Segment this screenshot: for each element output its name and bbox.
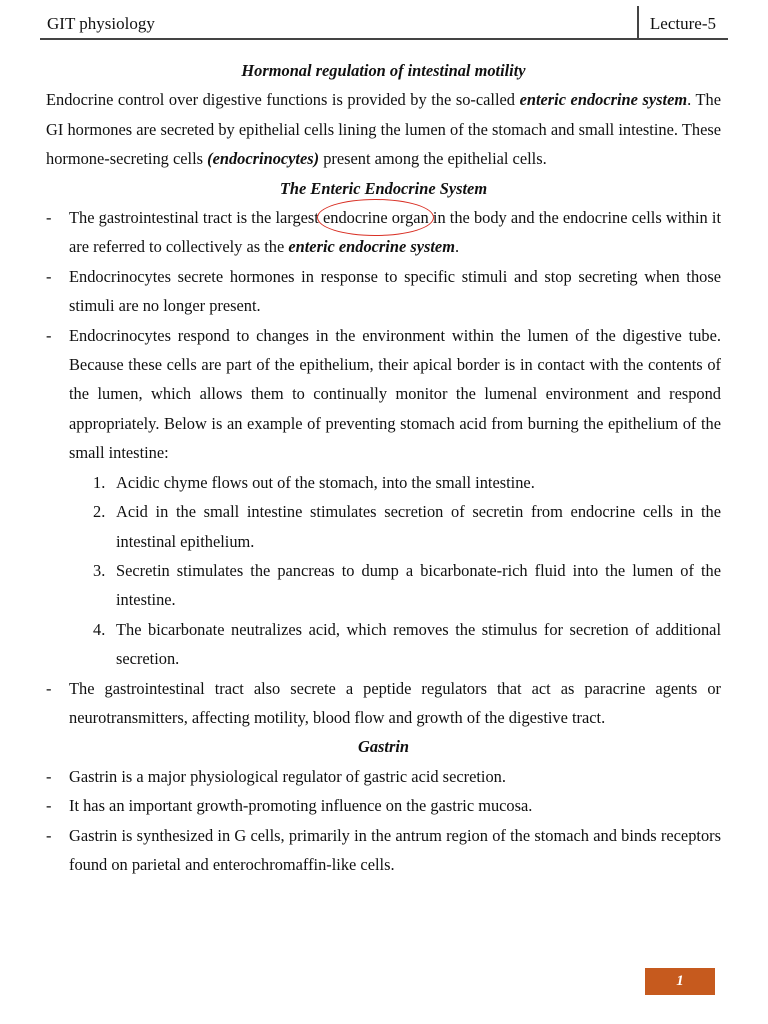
bullet-item: [46, 821, 721, 880]
bullet-dash: -: [46, 796, 52, 816]
bullet-text: Endocrinocytes secrete hormones in response to specific stimuli and stop secreting when those stimuli are no longer present.: [69, 266, 721, 316]
bullet-dash: -: [46, 266, 52, 286]
step-text: Secretin stimulates the pancreas to dump a bicarbonate-rich fluid into the lumen of the intestine.: [116, 560, 721, 610]
bullet-text: It has an important growth-promoting influence on the gastric mucosa.: [69, 796, 533, 816]
step-number: 3.: [93, 560, 106, 580]
header-course-title: GIT physiology: [47, 14, 155, 33]
intro-term-enteric-system: enteric endocrine system: [519, 90, 688, 110]
header-lecture-label: Lecture-5: [649, 14, 716, 33]
bullet-item: [46, 321, 721, 468]
circled-term: endocrine organ: [323, 208, 429, 228]
document-body: [46, 56, 721, 879]
header-rule: [40, 38, 728, 40]
bullet-dash: -: [46, 208, 52, 228]
numbered-step: [93, 468, 721, 497]
bullet-text: in the body and the endocrine cells within it are referred to collectively as the: [69, 208, 721, 257]
intro-text-3: present among the epithelial cells.: [319, 149, 547, 169]
bullet-text: The gastrointestinal tract is the largest: [69, 208, 323, 228]
bullet-text: The gastrointestinal tract also secrete a peptide regulators that act as paracrine agents or neurotransmitters, affecting motility, blood flow and growth of the digestive tract.: [69, 678, 721, 727]
bullet-item: [46, 674, 721, 733]
header-divider-vertical: [637, 6, 639, 38]
circled-annotation: [323, 203, 429, 232]
intro-term-endocrinocytes: (endocrinocytes): [207, 149, 320, 169]
bullet-dash: -: [46, 678, 52, 698]
bullet-text: Gastrin is synthesized in G cells, primarily in the antrum region of the stomach and binds receptors found on parietal and enterochromaffin-like cells.: [69, 825, 721, 874]
step-number: 2.: [93, 502, 106, 522]
bullet-item: [46, 203, 721, 262]
numbered-steps-list: [93, 468, 721, 674]
numbered-step: [93, 556, 721, 615]
intro-paragraph: [46, 85, 721, 173]
bullet-item: [46, 262, 721, 321]
bullet-dash: -: [46, 325, 52, 345]
bullet-bold-term: enteric endocrine system: [288, 237, 455, 257]
step-text: Acidic chyme flows out of the stomach, into the small intestine.: [116, 472, 535, 492]
page-title: Hormonal regulation of intestinal motility: [241, 61, 526, 80]
bullet-text: .: [454, 237, 460, 257]
bullet-dash: -: [46, 766, 52, 786]
bullet-text: Gastrin is a major physiological regulator of gastric acid secretion.: [69, 766, 506, 786]
numbered-step: [93, 497, 721, 556]
bullet-item: [46, 762, 721, 791]
step-number: 4.: [93, 619, 106, 639]
bullet-dash: -: [46, 825, 52, 845]
step-text: The bicarbonate neutralizes acid, which removes the stimulus for secretion of additional secretion.: [116, 619, 721, 669]
red-ink-circle: [317, 199, 434, 236]
bullet-item: [46, 791, 721, 820]
page-number: 1: [676, 973, 684, 989]
numbered-step: [93, 615, 721, 674]
intro-text-2: . The GI hormones are secreted by epithelial cells lining the lumen of the stomach and small intestine. These hormone-secreting cells: [46, 90, 721, 169]
section-heading-gastrin: Gastrin: [357, 737, 409, 757]
page-header: [40, 10, 728, 38]
page-number-badge: [645, 968, 715, 995]
step-text: Acid in the small intestine stimulates secretion of secretin from endocrine cells in the intestinal epithelium.: [116, 502, 721, 551]
step-number: 1.: [93, 472, 106, 492]
intro-text-1: Endocrine control over digestive functions is provided by the so-called: [46, 90, 520, 110]
section-heading-enteric-endocrine: The Enteric Endocrine System: [279, 178, 488, 198]
bullet-text: Endocrinocytes respond to changes in the environment within the lumen of the digestive tube. Because these cells are part of the epithelium, their apical border is in contact with the contents of the lumen, which allows them to continually monitor the lumenal environment and respond appropriately. Below is an example of preventing stomach acid from burning the epithelium of the small intestine:: [69, 325, 721, 463]
